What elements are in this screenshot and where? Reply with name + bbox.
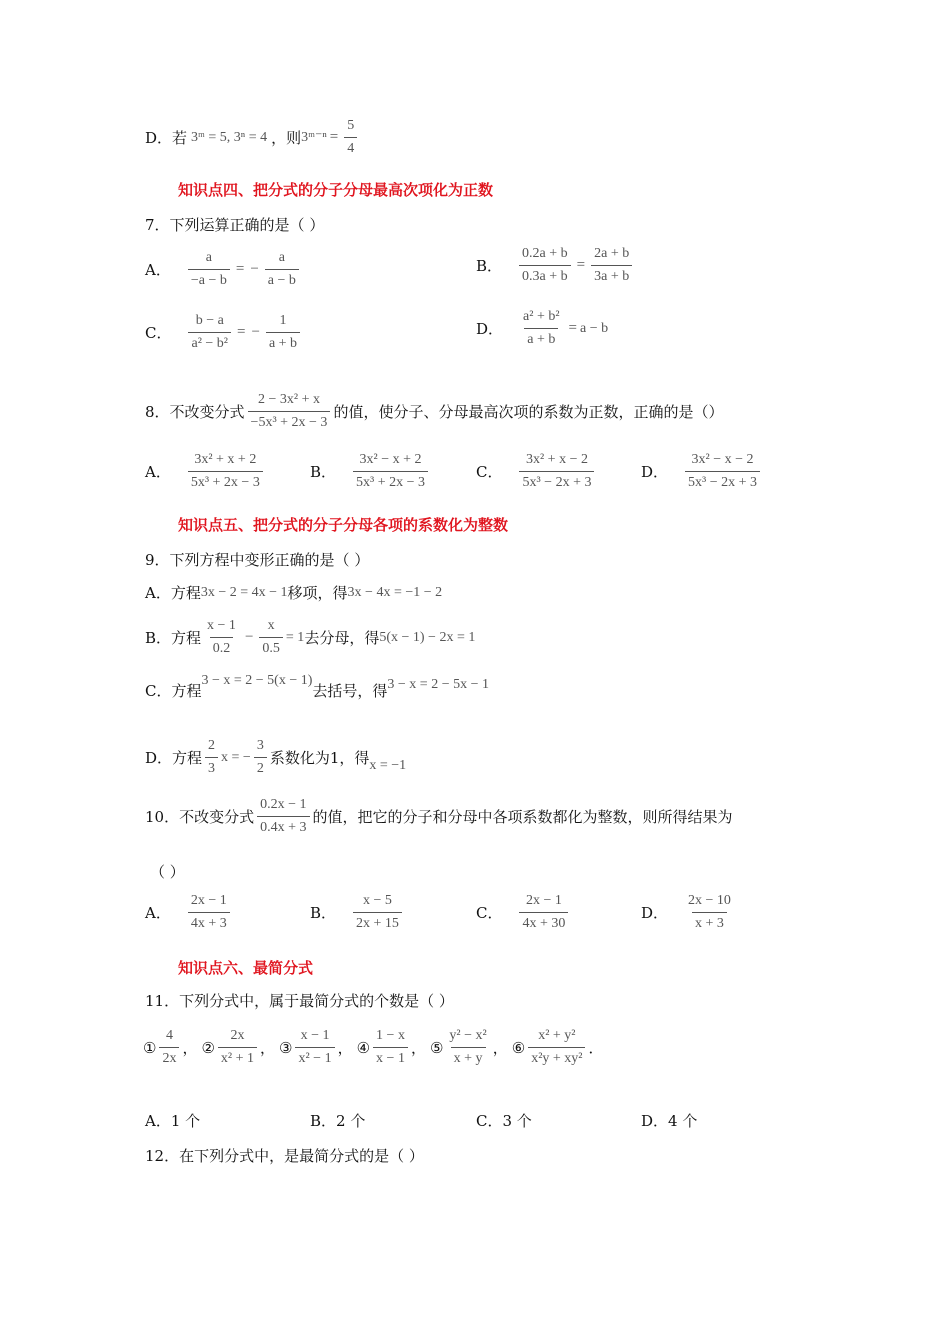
option-label: B．	[476, 257, 503, 275]
q11-option-d	[641, 1110, 711, 1131]
fraction: $\frac{2}{3}$	[205, 738, 218, 777]
question-stem: 12．在下列分式中，是最简分式的是（ ）	[145, 1147, 424, 1165]
q9-option-d	[145, 738, 406, 777]
item-marker: ③	[279, 1038, 293, 1057]
fraction: $\frac{a}{a - b}$	[265, 250, 299, 289]
fraction: $\frac{\text{3x² − x − 2}}{\text{5x³ − 2x + 3}}$	[685, 452, 760, 491]
separator: ．	[588, 1039, 604, 1057]
item-marker: ④	[356, 1038, 371, 1057]
question-stem: 7．下列运算正确的是（ ）	[145, 216, 325, 234]
option-label: C．	[476, 463, 503, 481]
math-expression: 3ᵐ = 5, 3ⁿ = 4	[191, 129, 268, 145]
option-label: D．	[641, 463, 669, 481]
fraction: $\frac{2x - 10}{x + 3}$	[688, 893, 731, 931]
math-expression: x = −	[221, 749, 251, 765]
option-label: B．	[310, 904, 337, 922]
option-label: A．	[145, 261, 171, 279]
fraction: $\frac{\text{3x² + x − 2}}{\text{5x³ − 2x + 3}}$	[519, 452, 594, 491]
option-text: 去分母，得	[304, 629, 380, 647]
option-label: C．3 个	[476, 1112, 532, 1130]
fraction: $\frac{x - 1}{\text{x² − 1}}$	[295, 1028, 334, 1067]
option-label: A．	[145, 463, 171, 481]
q8-option-d	[641, 452, 763, 491]
option-label: B．	[310, 463, 337, 481]
separator: ，	[492, 1039, 508, 1057]
separator: ，	[337, 1039, 353, 1057]
sign: −	[251, 324, 260, 340]
option-label: A．1 个	[145, 1112, 201, 1130]
fraction: $\frac{\text{2 − 3x² + x}}{\text{−5x³ + 2x − 3}}$	[248, 392, 331, 431]
fraction: $\frac{2x - 1}{4x + 3}$	[188, 893, 230, 932]
fraction: $\frac{x - 5}{2x + 15}$	[353, 893, 402, 932]
option-text: ，则	[271, 129, 302, 147]
fraction: $\frac{5}{4}$	[344, 118, 357, 157]
option-text: 若	[172, 129, 188, 147]
item-marker: ⑤	[429, 1038, 444, 1057]
q7-option-a: A． $\frac{a}{-a - b}$ = − $\frac{a}{a - b}$	[145, 250, 302, 289]
math-expression: 3 − x = 2 − 5x − 1	[387, 676, 489, 692]
fraction: $\frac{x}{0.5}$	[259, 618, 283, 657]
math-expression: 3x − 4x = −1 − 2	[347, 584, 443, 600]
question-stem: 8．不改变分式	[145, 403, 245, 421]
q9-option-c	[145, 672, 489, 701]
answer-paren: （ ）	[150, 863, 185, 881]
q8-option-b	[310, 452, 431, 491]
q7-option-d: D． $\frac{\text{a² + b²}}{a + b}$ = a − b	[476, 309, 609, 347]
option-label: B．2 个	[310, 1112, 366, 1130]
q10-option-c	[476, 893, 571, 932]
q6-option-d: D． 若 3ᵐ = 5, 3ⁿ = 4 ，则 3ᵐ⁻ⁿ = $\frac{5}{4}$	[145, 118, 360, 157]
fraction: $\frac{\text{a² + b²}}{a + b}$	[523, 309, 560, 347]
q10-option-b	[310, 893, 405, 932]
fraction: $\frac{1}{a + b}$	[266, 313, 300, 352]
math-expression: = 1	[285, 629, 305, 645]
option-label: D．	[641, 904, 669, 922]
fraction: $\frac{x - 1}{0.2}$	[207, 618, 236, 656]
fraction: $\frac{\text{3x² + x + 2}}{\text{5x³ + 2x − 3}}$	[188, 452, 263, 491]
question-stem: 的值，把它的分子和分母中各项系数都化为整数，则所得结果为	[312, 808, 733, 826]
fraction: $\frac{2x}{\text{x² + 1}}$	[218, 1028, 257, 1067]
math-expression: a − b	[580, 320, 609, 336]
q8-option-a	[145, 452, 266, 491]
q7-option-b: B． $\frac{0.2a + b}{0.3a + b}$ = $\frac{2a + b}{3a + b}$	[476, 246, 635, 285]
fraction: $\frac{0.2a + b}{0.3a + b}$	[519, 246, 571, 285]
fraction: $\frac{\text{3x² − x + 2}}{\text{5x³ + 2x − 3}}$	[353, 452, 428, 491]
option-label: D．4 个	[641, 1112, 698, 1130]
q8-option-c	[476, 452, 597, 491]
q11-fraction-list	[143, 1028, 608, 1067]
q11-option-b	[310, 1110, 379, 1131]
q7-option-c: C． $\frac{b - a}{\text{a² − b²}}$ = − $\frac{1}{a + b}$	[145, 313, 303, 352]
option-text: 移项，得	[287, 584, 348, 602]
separator: ，	[260, 1039, 276, 1057]
q9-option-b: B．方程 $\frac{x - 1}{0.2}$ − $\frac{x}{0.5}$ = 1 去分母，得 5(x − 1) − 2x = 1	[145, 618, 476, 656]
option-label: B．方程	[145, 629, 202, 647]
math-expression: 5(x − 1) − 2x = 1	[379, 629, 476, 645]
math-expression: 3 − x = 2 − 5(x − 1)	[201, 672, 313, 688]
q10-option-a	[145, 893, 233, 932]
q11-option-c	[476, 1110, 546, 1131]
q10-option-d	[641, 893, 737, 932]
option-label: C．	[476, 904, 503, 922]
question-stem: 11．下列分式中，属于最简分式的个数是（ ）	[145, 992, 454, 1010]
item-marker: ①	[143, 1038, 157, 1057]
fraction: $\frac{2x - 1}{4x + 30}$	[519, 893, 568, 932]
math-expression: x = −1	[369, 757, 407, 773]
option-label: C．方程	[145, 682, 202, 700]
option-label: D．	[476, 320, 504, 338]
option-text: 去括号，得	[312, 682, 388, 700]
fraction: $\frac{1 - x}{x - 1}$	[373, 1028, 408, 1067]
separator: ，	[182, 1039, 198, 1057]
item-marker: ⑥	[511, 1038, 526, 1057]
question-stem: 的值，使分子、分母最高次项的系数为正数，正确的是（）	[333, 403, 724, 421]
section-heading: 知识点五、把分式的分子分母各项的系数化为整数	[178, 516, 509, 534]
option-label: A．方程	[145, 584, 201, 602]
option-label: A．	[145, 904, 171, 922]
option-label: C．	[145, 324, 172, 342]
q8-stem	[145, 392, 723, 431]
q9-option-a	[145, 582, 442, 603]
fraction: $\frac{2a + b}{3a + b}$	[591, 246, 632, 285]
question-stem: 9．下列方程中变形正确的是（ ）	[145, 551, 370, 569]
q10-stem	[145, 797, 733, 836]
fraction: $\frac{0.2x - 1}{0.4x + 3}$	[257, 797, 309, 836]
fraction: $\frac{\text{x² + y²}}{\text{x²y + xy²}}$	[528, 1028, 585, 1067]
option-label: D．	[145, 129, 173, 147]
fraction: $\frac{a}{-a - b}$	[188, 250, 230, 289]
fraction: $\frac{\text{y² − x²}}{x + y}$	[449, 1028, 487, 1066]
item-marker: ②	[201, 1038, 215, 1057]
question-stem: 10．不改变分式	[145, 808, 255, 826]
sign: −	[250, 261, 259, 277]
fraction: $\frac{3}{2}$	[254, 738, 267, 777]
separator: ，	[410, 1039, 426, 1057]
math-expression: 3ᵐ⁻ⁿ	[301, 130, 327, 145]
section-heading: 知识点四、把分式的分子分母最高次项化为正数	[178, 181, 494, 199]
fraction: $\frac{4}{2x}$	[159, 1028, 179, 1067]
option-text: 系数化为1，得	[269, 749, 370, 767]
section-heading: 知识点六、最简分式	[178, 959, 314, 977]
math-expression: 3x − 2 = 4x − 1	[200, 584, 288, 600]
q11-option-a	[145, 1110, 214, 1131]
option-label: D．方程	[145, 749, 203, 767]
fraction: $\frac{b - a}{\text{a² − b²}}$	[188, 313, 231, 352]
